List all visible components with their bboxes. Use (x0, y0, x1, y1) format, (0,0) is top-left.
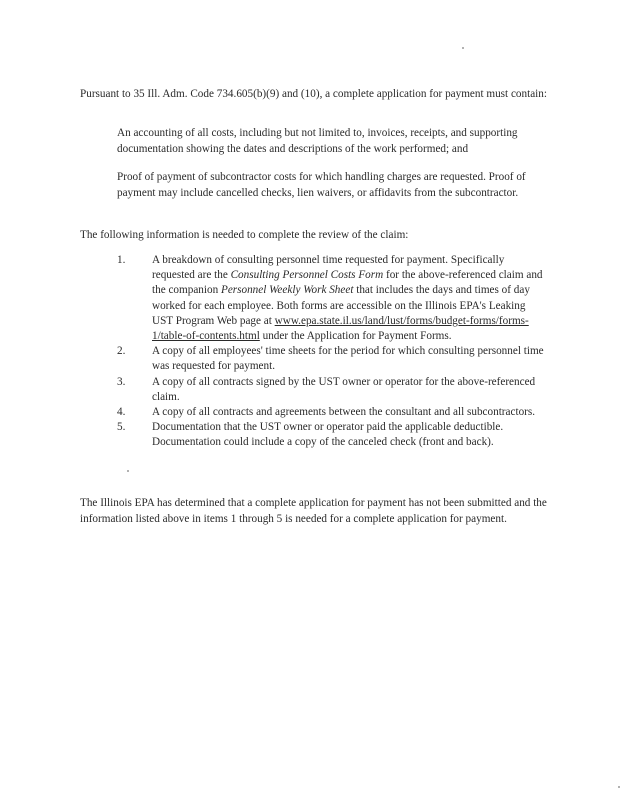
list-item-number: 3. (117, 375, 126, 388)
list-item-text: A copy of all employees' time sheets for the period for which consulting personnel time was requested for payment. (152, 345, 544, 373)
item1-text-part1: A breakdown of consulting personnel time requested for payment. Specifically requested are the (152, 254, 505, 282)
form-name-costs: Consulting Personnel Costs Form (230, 269, 384, 282)
list-item (117, 253, 547, 344)
list-item (117, 405, 547, 420)
list-item-number: 2. (117, 345, 126, 358)
list-item-number: 4. (117, 406, 126, 419)
list-item-text: A copy of all contracts signed by the UST owner or operator for the above-referenced claim. (152, 375, 536, 403)
list-item (117, 375, 547, 405)
list-item-number: 5. (117, 421, 126, 434)
scan-speck (618, 786, 620, 788)
list-item-number: 1. (117, 254, 126, 266)
item1-text-part4: under the Application for Payment Forms. (259, 330, 452, 343)
form-name-worksheet: Personnel Weekly Work Sheet (220, 284, 354, 297)
list-item-text: Documentation that the UST owner or operator paid the applicable deductible. Documentation could include a copy of the canceled check (front and back). (152, 421, 504, 449)
scan-speck (462, 47, 464, 49)
closing-paragraph: The Illinois EPA has determined that a complete application for payment has not been submitted and the information listed above in items 1 through 5 is needed for a complete application for payment. (80, 497, 547, 525)
list-item (117, 420, 547, 450)
numbered-list (117, 253, 547, 451)
intro-paragraph: Pursuant to 35 Ill. Adm. Code 734.605(b)(9) and (10), a complete application for payment must contain: (80, 88, 547, 100)
scan-speck (127, 470, 129, 472)
item1-text-part2: for the above-referenced claim and the companion (152, 269, 543, 297)
forms-url-link[interactable]: www.epa.state.il.us/land/lust/forms/budget-forms/forms-1/table-of-contents.html (152, 314, 529, 343)
list-item-text: A copy of all contracts and agreements between the consultant and all subcontractors. (152, 406, 536, 419)
requirement-proof-of-payment: Proof of payment of subcontractor costs for which handling charges are requested. Proof of payment may include cancelled checks, lien waivers, or affidavits from the subcontractor. (117, 171, 526, 199)
list-item (117, 344, 547, 374)
lead-paragraph: The following information is needed to complete the review of the claim: (80, 229, 409, 241)
requirement-accounting: An accounting of all costs, including but not limited to, invoices, receipts, and supporting documentation showing the dates and descriptions of the work performed; and (117, 127, 518, 155)
list-item-text (152, 253, 547, 344)
item1-text-part3: that includes the days and times of day worked for each employee. Both forms are accessible on the Illinois EPA's Leaking UST Program Web page at (152, 284, 530, 327)
